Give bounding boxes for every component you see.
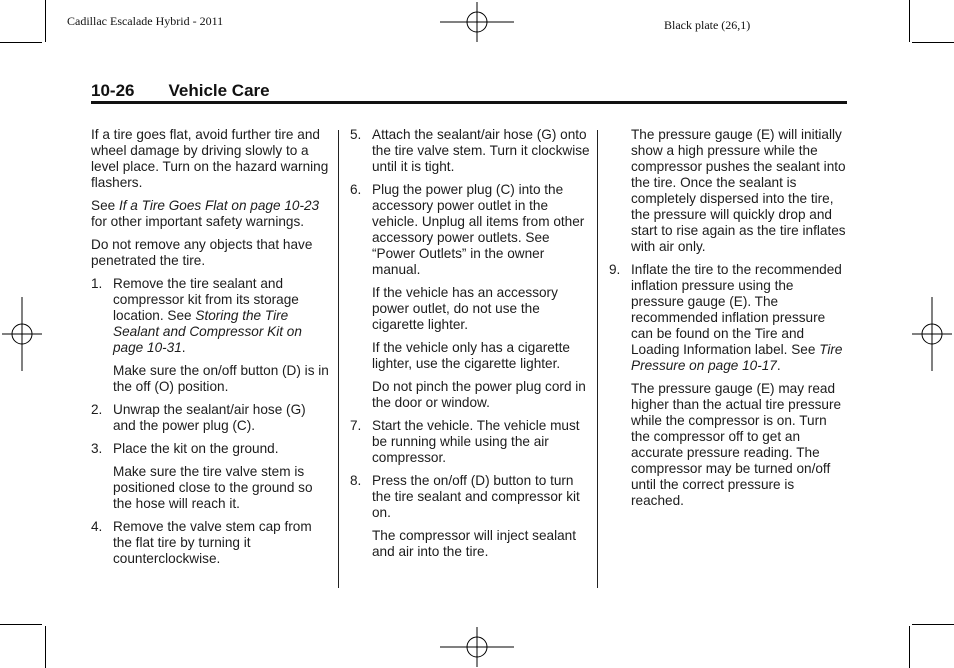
crop-mark-tr-h bbox=[912, 42, 954, 43]
step-number: 6. bbox=[350, 182, 362, 197]
plate-label: Black plate (26,1) bbox=[664, 18, 751, 32]
step-2: 2. Unwrap the sealant/air hose (G) and the power plug (C). bbox=[91, 402, 306, 433]
crop-mark-tr-v bbox=[909, 0, 910, 42]
crop-mark-bl-v bbox=[45, 626, 46, 668]
step-3: 3. Place the kit on the ground. bbox=[91, 441, 279, 456]
heading-rule bbox=[91, 101, 847, 104]
see-also-paragraph: See If a Tire Goes Flat on page 10-23 for other important safety warnings. bbox=[91, 198, 320, 229]
step-4: 4. Remove the valve stem cap from the flat tire by turning it counterclockwise. bbox=[91, 519, 312, 566]
column-divider-2 bbox=[597, 130, 598, 588]
crop-mark-br-v bbox=[909, 626, 910, 668]
crop-mark-bl-h bbox=[0, 624, 42, 625]
step-3-note: Make sure the tire valve stem is positioned close to the ground so the hose will reach it. bbox=[113, 464, 313, 511]
objects-paragraph: Do not remove any objects that have penetrated the tire. bbox=[91, 237, 313, 268]
registration-mark-bottom-icon bbox=[440, 627, 514, 667]
step-number: 5. bbox=[350, 127, 362, 142]
intro-paragraph: If a tire goes flat, avoid further tire and wheel damage by driving slowly to a level place. Turn on the hazard warning flashers. bbox=[91, 127, 329, 190]
cross-reference-link[interactable]: Storing the Tire Sealant and Compressor Kit on page 10-31 bbox=[113, 308, 302, 355]
column-divider-1 bbox=[338, 130, 339, 588]
step-number: 4. bbox=[91, 519, 103, 534]
step-8-note: The compressor will inject sealant and air into the tire. bbox=[372, 528, 576, 559]
step-8-note-2: The pressure gauge (E) will initially show a high pressure while the compressor pushes the sealant into the tire. Once the sealant is completely dispersed into the tire, the pressure will quickly drop and start to rise again as the tire inflates with air only. bbox=[631, 127, 846, 254]
step-1-note: Make sure the on/off button (D) is in the off (O) position. bbox=[113, 363, 329, 394]
registration-mark-right-icon bbox=[912, 297, 952, 371]
page-number: 10-26 bbox=[91, 81, 135, 100]
crop-mark-br-h bbox=[912, 624, 954, 625]
step-number: 9. bbox=[609, 262, 621, 277]
crop-mark-tl-v bbox=[45, 0, 46, 42]
section-heading bbox=[91, 81, 270, 101]
step-1: 1. Remove the tire sealant and compressor kit from its storage location. See Storing the Tire Sealant and Compressor Kit on page 10-31. bbox=[91, 276, 302, 355]
step-6-note-3: Do not pinch the power plug cord in the door or window. bbox=[372, 379, 586, 410]
step-number: 8. bbox=[350, 473, 362, 488]
crop-mark-tl-h bbox=[0, 42, 42, 43]
column-3 bbox=[609, 127, 849, 516]
cross-reference-link[interactable]: If a Tire Goes Flat on page 10-23 bbox=[118, 198, 320, 213]
step-7: 7. Start the vehicle. The vehicle must be running while using the air compressor. bbox=[350, 418, 580, 465]
step-number: 3. bbox=[91, 441, 103, 456]
step-6: 6. Plug the power plug (C) into the accessory power outlet in the vehicle. Unplug all items from other accessory power outlets. See “Power Outlets” in the owner manual. bbox=[350, 182, 585, 277]
step-6-note-2: If the vehicle only has a cigarette lighter, use the cigarette lighter. bbox=[372, 340, 570, 371]
section-title: Vehicle Care bbox=[168, 81, 270, 100]
registration-mark-left-icon bbox=[2, 297, 42, 371]
step-6-note-1: If the vehicle has an accessory power outlet, do not use the cigarette lighter. bbox=[372, 285, 558, 332]
step-number: 7. bbox=[350, 418, 362, 433]
cross-reference-link[interactable]: Tire Pressure on page 10-17 bbox=[631, 342, 843, 373]
step-9-note: The pressure gauge (E) may read higher than the actual tire pressure while the compressor is on. Turn the compressor off to get an accurate pressure reading. The compressor may be turned on/off until the correct pressure is reached. bbox=[631, 381, 842, 508]
step-5: 5. Attach the sealant/air hose (G) onto the tire valve stem. Turn it clockwise until it is tight. bbox=[350, 127, 590, 174]
doc-title-header: Cadillac Escalade Hybrid - 2011 bbox=[67, 14, 224, 28]
column-2 bbox=[350, 127, 590, 567]
step-9: 9. Inflate the tire to the recommended inflation pressure using the pressure gauge (E). The recommended inflation pressure can be found on the Tire and Loading Information label. See Tire Pressure on page 10-17. bbox=[609, 262, 843, 373]
step-8: 8. Press the on/off (D) button to turn the tire sealant and compressor kit on. bbox=[350, 473, 580, 520]
step-number: 2. bbox=[91, 402, 103, 417]
column-1 bbox=[91, 127, 331, 574]
registration-mark-top-icon bbox=[440, 2, 514, 42]
step-number: 1. bbox=[91, 276, 103, 291]
